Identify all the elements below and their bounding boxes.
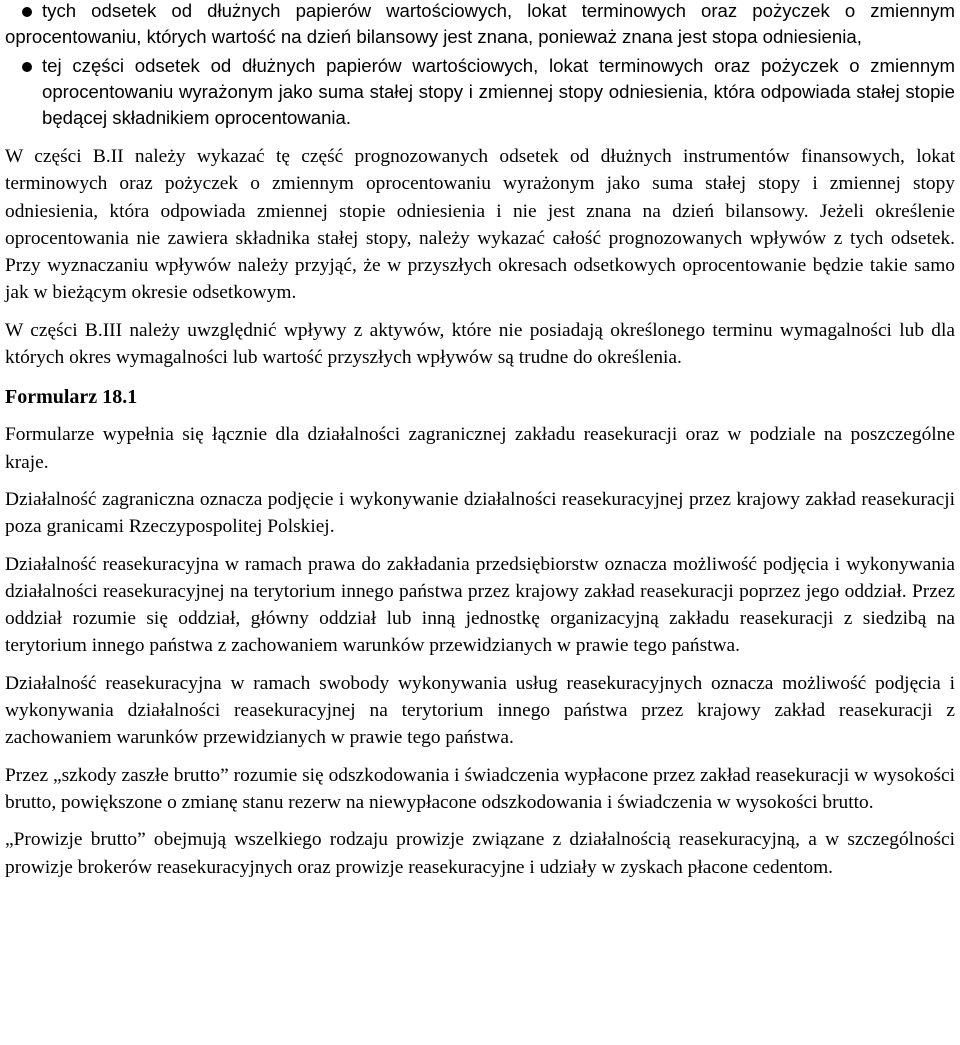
bullet-item: [5, 0, 955, 50]
paragraph-section-b2: W części B.II należy wykazać tę część prognozowanych odsetek od dłużnych instrumentów finansowych, lokat terminowych oraz pożyczek o zmiennym oprocentowaniu wyrażonym jako suma stałej stopy i zmiennej stopy odniesienia, która odpowiada zmiennej stopie odniesienia i nie jest znana na dzień bilansowy. Jeżeli określenie oprocentowania nie zawiera składnika stałej stopy, należy wykazać całość prognozowanych wpływów z tych odsetek. Przy wyznaczaniu wpływów należy przyjąć, że w przyszłych okresach odsetkowych oprocentowanie będzie takie samo jak w bieżącym okresie odsetkowym.: [5, 146, 955, 304]
form-paragraph: Przez „szkody zaszłe brutto” rozumie się odszkodowania i świadczenia wypłacone przez zakład reasekuracji w wysokości brutto, powiększone o zmianę stanu rezerw na niewypłacone odszkodowania i świadczenia w wysokości brutto.: [5, 764, 955, 813]
form-paragraph: Formularze wypełnia się łącznie dla działalności zagranicznej zakładu reasekuracji oraz w podziale na poszczególne kraje.: [5, 424, 955, 473]
bullet-text: tych odsetek od dłużnych papierów wartościowych, lokat terminowych oraz pożyczek o zmiennym oprocentowaniu, których wartość na dzień bilansowy jest znana, ponieważ znana jest stopa odniesienia,: [5, 0, 955, 47]
form-paragraph: „Prowizje brutto” obejmują wszelkiego rodzaju prowizje związane z działalnością reasekuracyjną, a w szczególności prowizje brokerów reasekuracyjnych oraz prowizje reasekuracyjne i udziały w zyskach płacone cedentom.: [5, 829, 955, 878]
bullet-dot-icon: [22, 7, 32, 17]
bullet-list: [5, 0, 955, 131]
bullet-dot-icon: [22, 62, 32, 72]
bullet-text: tej części odsetek od dłużnych papierów wartościowych, lokat terminowych oraz pożyczek o zmiennym oprocentowaniu wyrażonym jako suma stałej stopy i zmiennej stopy odniesienia, która odpowiada stałej stopie będącej składnikiem oprocentowania.: [42, 55, 955, 128]
form-paragraph: Działalność zagraniczna oznacza podjęcie i wykonywanie działalności reasekuracyjnej przez krajowy zakład reasekuracji poza granicami Rzeczypospolitej Polskiej.: [5, 488, 955, 538]
form-heading: Formularz 18.1: [5, 386, 138, 409]
document-page: [5, 0, 955, 881]
form-paragraph: Działalność reasekuracyjna w ramach prawa do zakładania przedsiębiorstw oznacza możliwość podjęcia i wykonywania działalności reasekuracyjnej na terytorium innego państwa przez krajowy zakład reasekuracji poprzez jego oddział. Przez oddział rozumie się oddział, główny oddział lub inną jednostkę organizacyjną zakładu reasekuracji z siedzibą na terytorium innego państwa z zachowaniem warunków przewidzianych w prawie tego państwa.: [5, 553, 955, 657]
paragraph-section-b3: W części B.III należy uwzględnić wpływy z aktywów, które nie posiadają określonego terminu wymagalności lub dla których okres wymagalności lub wartość przyszłych wpływów są trudne do określenia.: [5, 319, 955, 369]
bullet-item: [5, 53, 955, 131]
form-paragraph: Działalność reasekuracyjna w ramach swobody wykonywania usług reasekuracyjnych oznacza możliwość podjęcia i wykonywania działalności reasekuracyjnej na terytorium innego państwa przez krajowy zakład reasekuracji z zachowaniem warunków przewidzianych w prawie tego państwa.: [5, 672, 955, 749]
